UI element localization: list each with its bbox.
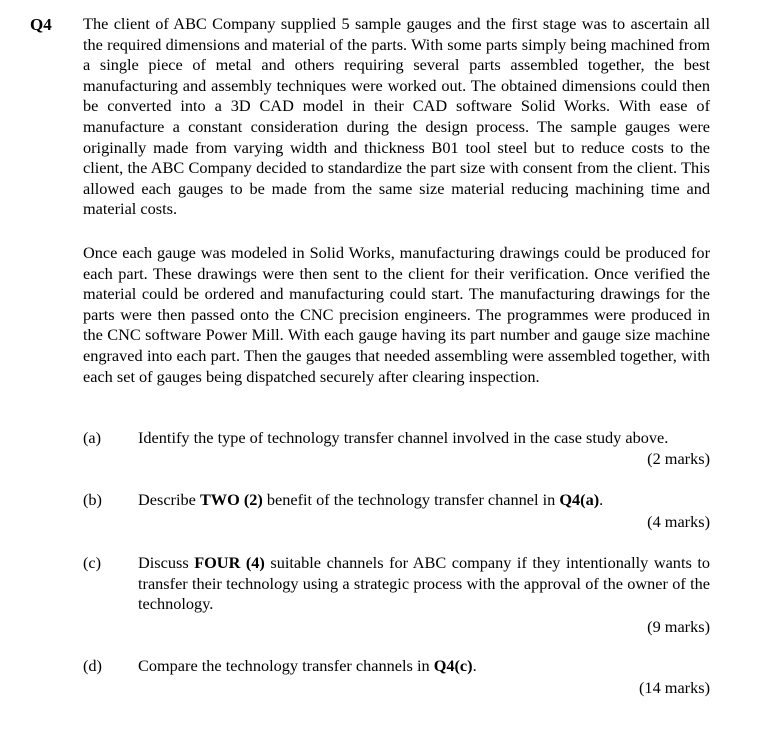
emphasis-count: TWO (2) <box>199 490 263 509</box>
marks-label: (9 marks) <box>647 617 710 636</box>
question-reference: Q4(c) <box>433 656 473 675</box>
text-after: . <box>599 490 604 509</box>
marks-label: (2 marks) <box>647 449 710 468</box>
marks-label: (14 marks) <box>639 678 710 697</box>
sub-question-text: Identify the type of technology transfer channel involved in the case study above. <box>138 428 669 447</box>
emphasis-count: FOUR (4) <box>194 553 265 572</box>
text-before: Describe <box>138 490 200 509</box>
text-middle: benefit of the technology transfer channel in <box>262 490 560 509</box>
sub-question-label: (c) <box>83 553 102 572</box>
marks-label: (4 marks) <box>647 512 710 531</box>
sub-question-label: (d) <box>83 656 102 675</box>
question-number: Q4 <box>30 15 52 34</box>
question-reference: Q4(a) <box>559 490 600 509</box>
case-study-paragraph-2: Once each gauge was modeled in Solid Works, manufacturing drawings could be produced for each part. These drawings were then sent to the client for their verification. Once verified the material could be ordered and manufacturing could start. The manufacturing drawings for the parts were then passed onto the CNC precision engineers. The programmes were produced in the CNC software Power Mill. With each gauge having its part number and gauge size machine engraved into each part. Then the gauges that needed assembling were assembled together, with each set of gauges being dispatched securely after clearing inspection. <box>83 243 710 386</box>
text-after: . <box>472 656 477 675</box>
text-before: Discuss <box>138 553 195 572</box>
sub-question-label: (b) <box>83 490 102 509</box>
sub-question-text <box>138 553 710 615</box>
case-study-paragraph-1: The client of ABC Company supplied 5 sample gauges and the first stage was to ascertain all the required dimensions and material of the parts. With some parts simply being machined from a single piece of metal and others requiring several parts assembled together, the best manufacturing and assembly techniques were worked out. The obtained dimensions could then be converted into a 3D CAD model in their CAD software Solid Works. With ease of manufacture a constant consideration during the design process. The sample gauges were originally made from varying width and thickness B01 tool steel but to reduce costs to the client, the ABC Company decided to standardize the part size with consent from the client. This allowed each gauges to be made from the same size material reducing machining time and material costs. <box>83 14 710 219</box>
text-before: Compare the technology transfer channels in <box>138 656 434 675</box>
sub-question-text <box>138 490 710 511</box>
sub-question-text <box>138 656 710 677</box>
sub-question-label: (a) <box>83 428 102 447</box>
text-after: suitable channels for ABC company if they intentionally wants to transfer their technology using a strategic process with the approval of the owner of the technology. <box>138 553 711 614</box>
